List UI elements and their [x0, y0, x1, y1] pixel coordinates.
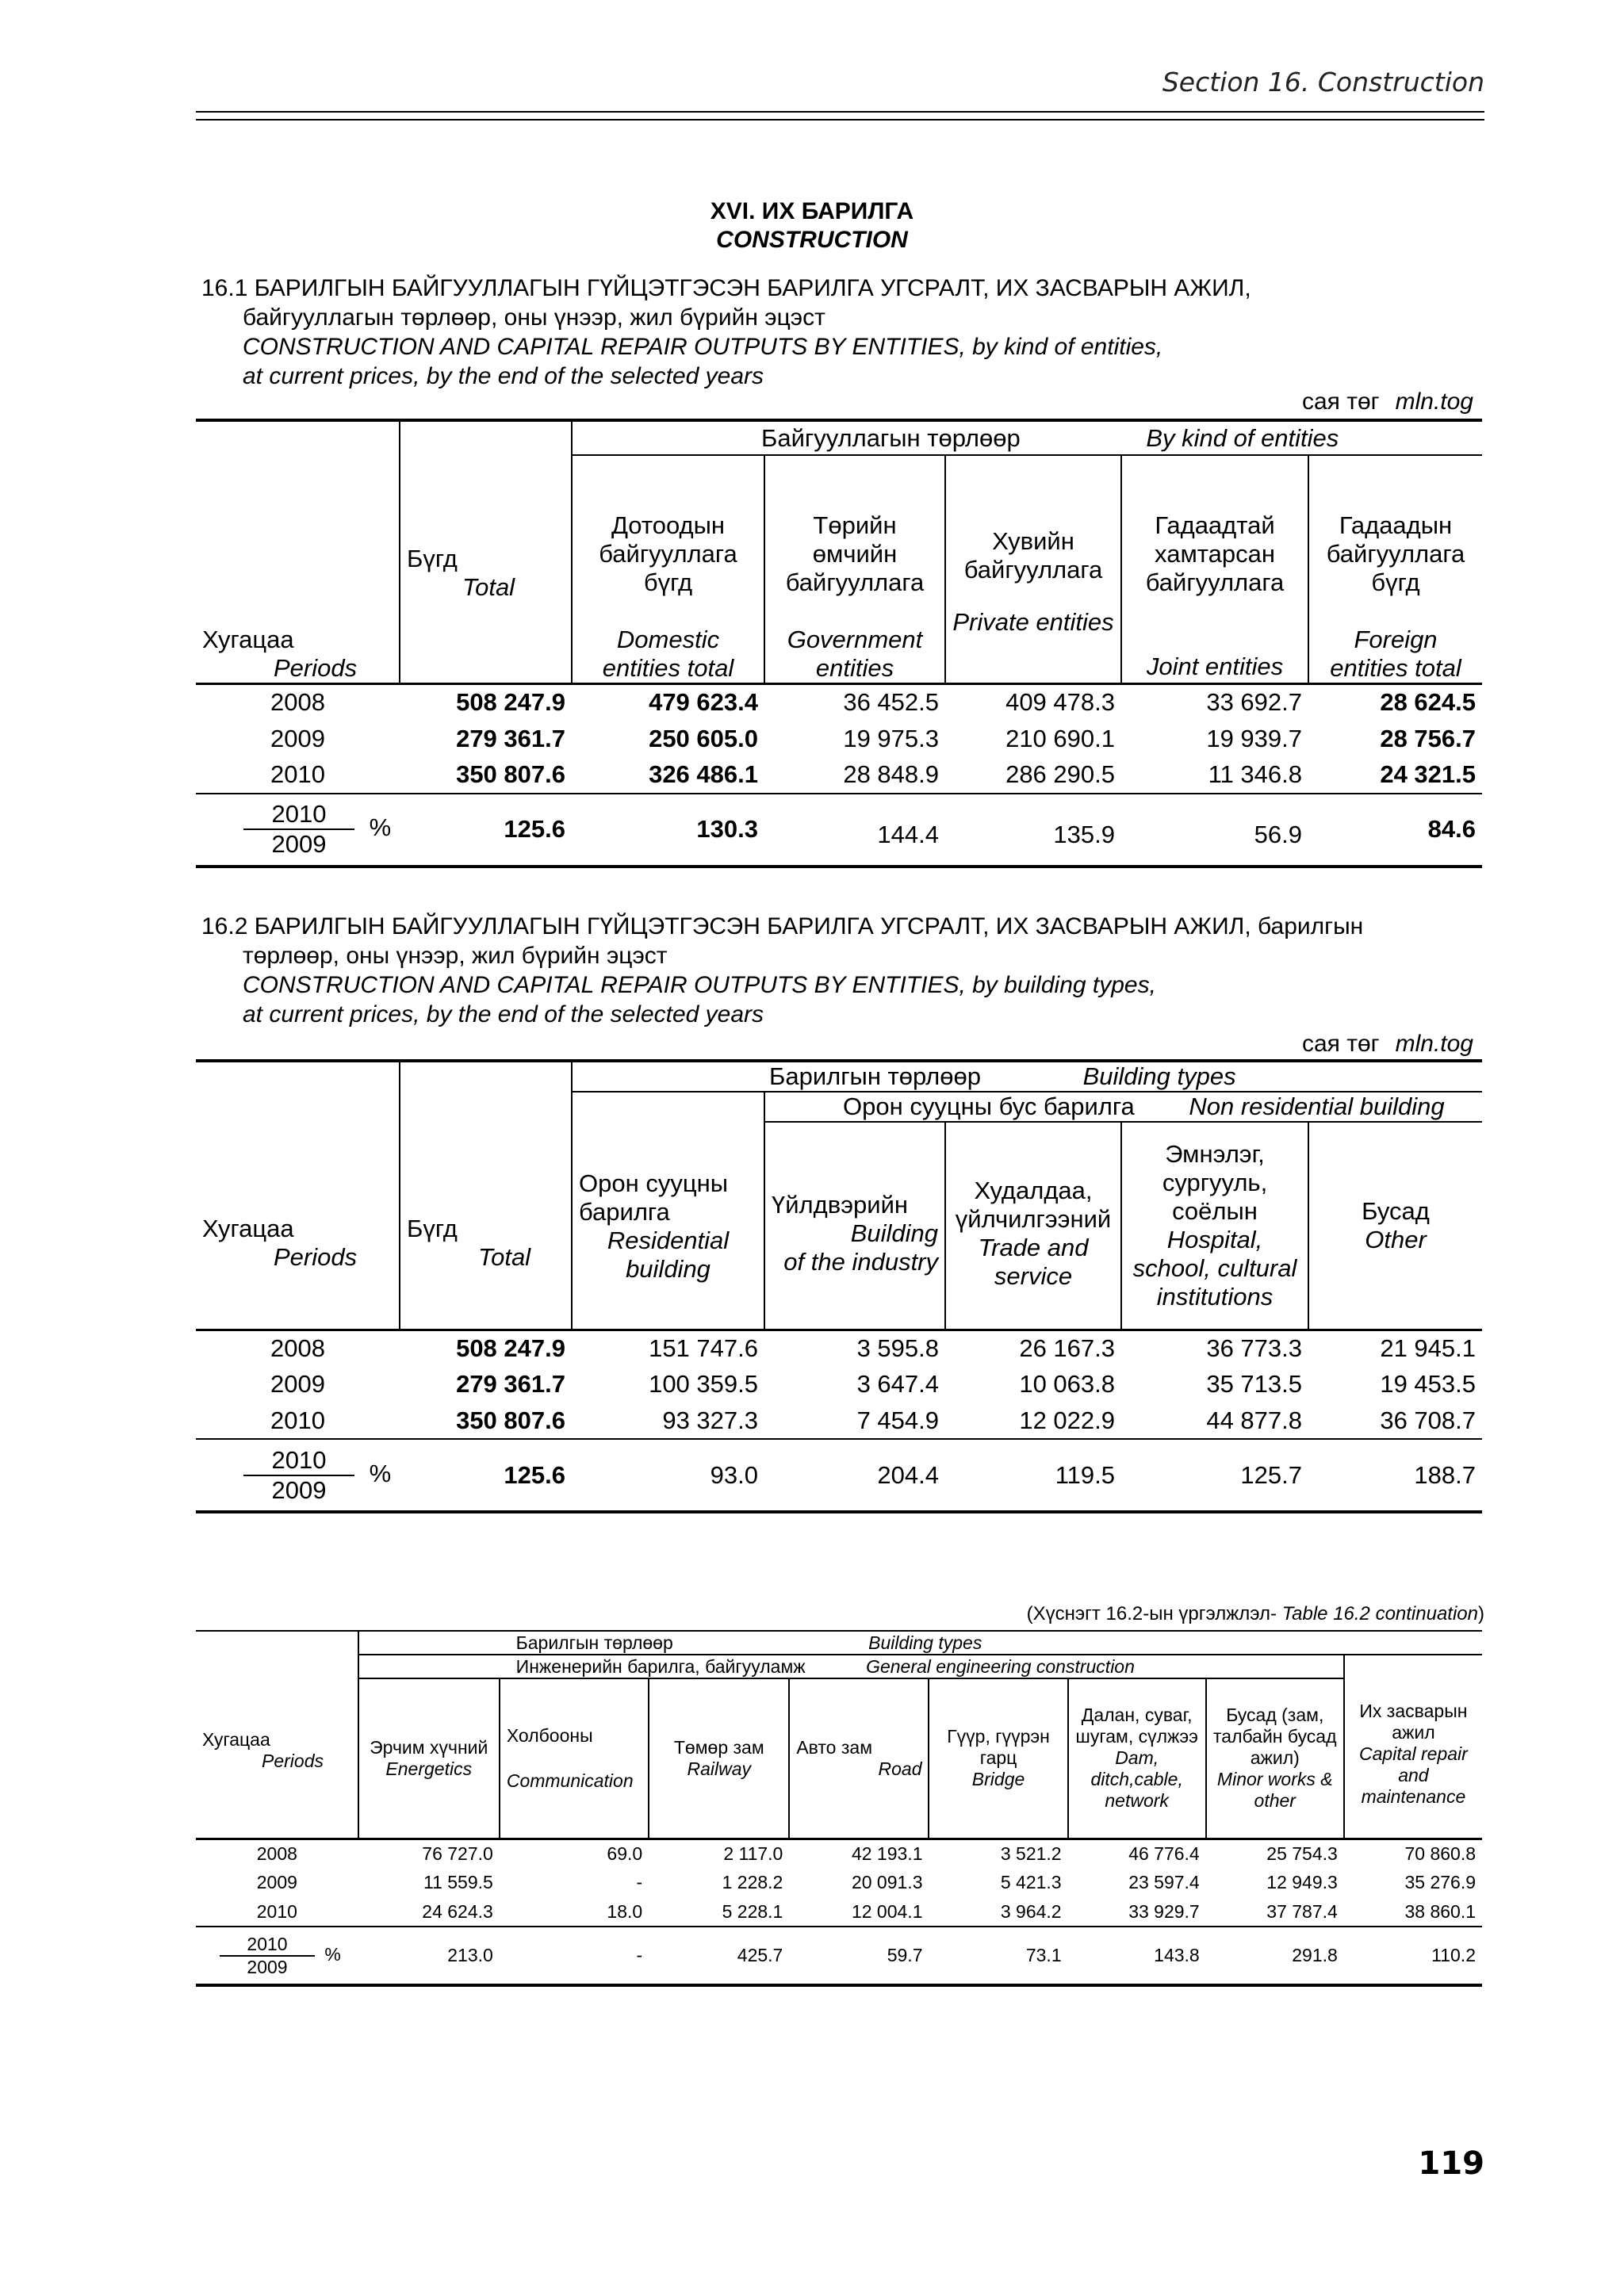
table1-ratio-private: 135.9	[1053, 821, 1115, 848]
table3-comm-en: Communication	[506, 1770, 634, 1791]
table1-domestic-cell: 250 605.0	[649, 724, 758, 752]
table1-year: 2010	[270, 760, 325, 788]
table1-gov-mn: Төрийн өмчийн байгууллага	[785, 511, 925, 596]
table1-group-en: By kind of entities	[1146, 423, 1339, 452]
table-row	[196, 684, 1482, 721]
table1-period-en: Periods	[274, 654, 358, 682]
table-row	[196, 1330, 1482, 1366]
table1-ratio-num: 2010	[243, 800, 354, 830]
table2-unit-mn: сая төг	[1301, 1031, 1380, 1057]
table2-period-en: Periods	[274, 1242, 358, 1271]
table2-industry-en1: Building	[850, 1219, 938, 1247]
table3-group-en: Building types	[868, 1632, 982, 1653]
table3-road-mn: Авто зам	[796, 1736, 873, 1758]
table1-ratio-label	[196, 794, 400, 867]
table3-road-cell: 42 193.1	[789, 1839, 929, 1868]
table2-trade-en: Trade and service	[978, 1233, 1089, 1290]
table3-energ-cell: 76 727.0	[358, 1839, 500, 1868]
table2-ratio-den: 2009	[271, 1475, 327, 1504]
table3-subgroup-en: General engineering construction	[866, 1655, 1135, 1677]
table2-total-en: Total	[478, 1242, 531, 1271]
table1-private-mn: Хувийн байгууллага	[963, 527, 1103, 584]
table3-bridge-cell: 3 964.2	[1000, 1900, 1062, 1922]
table3-ratio-num: 2010	[220, 1934, 315, 1957]
table2-industry-header	[764, 1122, 945, 1330]
table3-energ-en: Energetics	[385, 1758, 473, 1779]
table3-comm-mn: Холбооны	[506, 1724, 593, 1746]
table1-ratio-pct: %	[369, 813, 392, 842]
table3-minor-header	[1206, 1678, 1344, 1839]
table3-continuation-en: Table 16.2 continuation	[1281, 1603, 1478, 1624]
table1-ratio-row	[196, 794, 1482, 867]
table3-repair-header	[1344, 1655, 1482, 1839]
table1-group-row	[196, 420, 1482, 455]
table1-joint-cell: 19 939.7	[1206, 724, 1302, 752]
table1-domestic-cell: 326 486.1	[649, 760, 758, 788]
table2-industry-cell: 3 595.8	[764, 1330, 945, 1366]
table1-gov-en: Government entities	[787, 626, 923, 682]
table2-ratio-trade: 119.5	[1055, 1460, 1115, 1489]
table3-group-row	[196, 1631, 1482, 1655]
table3-ratio-fraction	[220, 1934, 315, 1978]
table2-caption-line1: 16.2 БАРИЛГЫН БАЙГУУЛЛАГЫН ГҮЙЦЭТГЭСЭН БАРИЛГА УГСРАЛТ, ИХ ЗАСВАРЫН АЖИЛ, барилгын	[201, 913, 1364, 939]
table2-industry-en2: of the industry	[783, 1247, 938, 1276]
table1-total-header	[400, 420, 572, 684]
table3-rail-cell: 5 228.1	[722, 1900, 783, 1922]
table2-industry-mn: Үйлдвэрийн	[772, 1190, 909, 1219]
table3-comm-header	[500, 1678, 649, 1839]
table3-ratio-energ: 213.0	[447, 1945, 493, 1965]
table3-repair-cell: 35 276.9	[1404, 1872, 1476, 1892]
table2-period-header	[196, 1061, 400, 1330]
table-row	[196, 1839, 1482, 1868]
table3-dam-cell: 46 776.4	[1068, 1839, 1206, 1868]
table3-period-header	[196, 1631, 358, 1839]
table2-trade-header	[945, 1122, 1121, 1330]
table3-year: 2009	[256, 1872, 297, 1892]
table2-ratio-industry: 204.4	[877, 1460, 939, 1489]
table3-repair-cell: 38 860.1	[1404, 1900, 1476, 1922]
table3-bridge-cell: 3 521.2	[929, 1839, 1067, 1868]
table1-unit	[1302, 388, 1473, 415]
table2-hosp-en: Hospital, school, cultural institutions	[1132, 1225, 1297, 1311]
table3-year: 2008	[196, 1839, 358, 1868]
table3-rail-cell: 1 228.2	[722, 1872, 783, 1892]
table2-other-cell: 36 708.7	[1380, 1406, 1476, 1434]
table2-industry-cell: 7 454.9	[856, 1406, 939, 1434]
table1-joint-cell: 33 692.7	[1121, 684, 1308, 721]
table1-domestic-header	[572, 455, 764, 684]
table1-joint-en: Joint entities	[1146, 652, 1284, 680]
table1-domestic-en: Domestic entities total	[602, 626, 734, 682]
table2-other-cell: 19 453.5	[1380, 1370, 1476, 1398]
table1-ratio-den: 2009	[271, 830, 327, 858]
table3-minor-mn: Бусад (зам, талбайн бусад ажил)	[1213, 1705, 1337, 1769]
table1-total-mn: Бүгд	[407, 545, 458, 572]
table2-caption-line3: CONSTRUCTION AND CAPITAL REPAIR OUTPUTS BY ENTITIES, by building types,	[243, 972, 1156, 998]
table1-gov-cell: 28 848.9	[843, 760, 939, 788]
table1-caption	[201, 274, 1251, 391]
table3-repair-mn: Их засварын ажил	[1359, 1701, 1468, 1743]
table2-hosp-cell: 44 877.8	[1206, 1406, 1302, 1434]
table2-total-cell: 508 247.9	[400, 1330, 572, 1366]
table3-ratio-bridge: 73.1	[1025, 1945, 1062, 1965]
table3-period-en: Periods	[262, 1750, 324, 1771]
table3-ratio-dam: 143.8	[1154, 1945, 1200, 1965]
table3-minor-cell: 25 754.3	[1206, 1839, 1344, 1868]
table1-total-en: Total	[462, 573, 515, 601]
table3	[196, 1630, 1482, 1987]
table3-ratio-pct: %	[324, 1943, 341, 1965]
table3-comm-cell: 18.0	[607, 1900, 643, 1922]
table2-resid-cell: 151 747.6	[572, 1330, 764, 1366]
table3-ratio-row	[196, 1927, 1482, 1985]
table1-caption-line4: at current prices, by the end of the selected years	[243, 363, 764, 389]
table3-energ-header	[358, 1678, 500, 1839]
table2-subgroup-header	[764, 1092, 1482, 1122]
table3-dam-cell: 23 597.4	[1128, 1872, 1200, 1892]
table2-industry-cell: 3 647.4	[856, 1370, 939, 1398]
table2-trade-cell: 26 167.3	[945, 1330, 1121, 1366]
table2-subgroup-en: Non residential building	[1189, 1093, 1445, 1120]
table1-total-cell: 350 807.6	[456, 760, 565, 788]
table2-unit-en: mln.tog	[1395, 1031, 1473, 1057]
table3-dam-cell: 33 929.7	[1128, 1900, 1200, 1922]
table-row	[196, 1402, 1482, 1439]
table1-ratio-fraction	[243, 800, 354, 859]
table3-continuation-close: )	[1478, 1603, 1484, 1624]
table1-period-header	[196, 420, 400, 684]
table3-road-en: Road	[878, 1758, 922, 1779]
table2-group-mn: Барилгын төрлөөр	[769, 1062, 981, 1090]
table1-unit-mn: сая төг	[1301, 388, 1380, 415]
table3-repair-cell: 70 860.8	[1344, 1839, 1482, 1868]
table3-minor-en: Minor works & other	[1216, 1769, 1333, 1812]
table3-energ-cell: 11 559.5	[423, 1872, 493, 1892]
table1	[196, 419, 1482, 868]
table2-hosp-cell: 35 713.5	[1206, 1370, 1302, 1398]
table3-minor-cell: 37 787.4	[1266, 1900, 1338, 1922]
table1-period-mn: Хугацаа	[202, 626, 294, 653]
header-rule-top	[196, 111, 1484, 113]
table2-ratio-hosp: 125.7	[1240, 1460, 1302, 1489]
table1-private-en: Private entities	[952, 608, 1114, 636]
table3-comm-cell: -	[636, 1872, 643, 1892]
table3-rail-cell: 2 117.0	[649, 1839, 789, 1868]
table3-year: 2010	[256, 1900, 297, 1922]
table1-private-header	[945, 455, 1121, 684]
table2-trade-cell: 10 063.8	[1019, 1370, 1115, 1398]
table3-ratio-repair: 110.2	[1431, 1945, 1476, 1965]
table3-continuation-note	[1027, 1603, 1484, 1625]
table1-ratio-domestic: 130.3	[696, 815, 758, 843]
table1-foreign-mn: Гадаадын байгууллага бүгд	[1326, 511, 1465, 596]
table3-dam-mn: Далан, суваг, шугам, сүлжээ	[1075, 1705, 1198, 1747]
table2-caption	[201, 912, 1363, 1029]
table2-caption-line4: at current prices, by the end of the selected years	[243, 1001, 764, 1027]
table2-ratio-resid: 93.0	[710, 1460, 758, 1489]
table3-dam-header	[1068, 1678, 1206, 1839]
table1-gov-header	[764, 455, 945, 684]
table2-subgroup-mn: Орон сууцны бус барилга	[843, 1093, 1135, 1120]
table2-other-en: Other	[1365, 1225, 1427, 1253]
table3-rail-mn: Төмөр зам	[673, 1736, 764, 1758]
table2-hosp-mn: Эмнэлэг, сургууль, соёлын	[1162, 1139, 1268, 1225]
table3-rail-en: Railway	[687, 1758, 752, 1779]
table2-ratio-pct: %	[369, 1459, 392, 1487]
table2-other-mn: Бусад	[1362, 1196, 1430, 1225]
table1-foreign-en: Foreign entities total	[1330, 626, 1461, 682]
table3-energ-cell: 24 624.3	[422, 1900, 493, 1922]
table1-caption-line3: CONSTRUCTION AND CAPITAL REPAIR OUTPUTS BY ENTITIES, by kind of entities,	[243, 334, 1163, 360]
table2-ratio-total: 125.6	[504, 1460, 565, 1489]
table1-gov-cell: 19 975.3	[843, 724, 939, 752]
table2-ratio-fraction	[243, 1446, 354, 1505]
table3-repair-en: Capital repair and maintenance	[1359, 1743, 1468, 1808]
table1-ratio-joint: 56.9	[1254, 821, 1302, 848]
table3-comm-cell: 69.0	[500, 1839, 649, 1868]
table1-group-mn: Байгууллагын төрлөөр	[761, 423, 1021, 452]
table2-resid-header	[572, 1092, 764, 1330]
table1-joint-mn: Гадаадтай хамтарсан байгууллага	[1145, 511, 1285, 596]
table1-domestic-mn: Дотоодын байгууллага бүгд	[599, 511, 737, 596]
table2-resid-mn: Орон сууцны барилга	[579, 1169, 728, 1226]
table1-joint-cell: 11 346.8	[1208, 760, 1302, 788]
table1-total-cell: 508 247.9	[400, 684, 572, 721]
table2-unit	[1302, 1031, 1473, 1058]
table2-other-cell: 21 945.1	[1308, 1330, 1482, 1366]
table2-caption-line2: төрлөөр, оны үнээр, жил бүрийн эцэст	[243, 943, 668, 969]
table2-year: 2010	[270, 1406, 325, 1434]
table1-year: 2008	[196, 684, 400, 721]
table2-trade-mn: Худалдаа, үйлчилгээний	[955, 1176, 1112, 1233]
table3-ratio-minor: 291.8	[1292, 1945, 1338, 1965]
table1-foreign-header	[1308, 455, 1482, 684]
table2-group-en: Building types	[1082, 1062, 1236, 1090]
table1-domestic-cell: 479 623.4	[572, 684, 764, 721]
chapter-title-en: CONSTRUCTION	[716, 227, 908, 253]
table1-private-cell: 409 478.3	[945, 684, 1121, 721]
table3-road-cell: 20 091.3	[851, 1872, 923, 1892]
table3-rail-header	[649, 1678, 789, 1839]
table2-group-row	[196, 1061, 1482, 1092]
table2-ratio-num: 2010	[243, 1446, 354, 1476]
table3-subgroup-header	[358, 1655, 1344, 1678]
table3-continuation-mn: (Хүснэгт 16.2-ын үргэлжлэл-	[1026, 1603, 1277, 1624]
table3-bridge-mn: Гүүр, гүүрэн гарц	[947, 1726, 1050, 1769]
table3-ratio-label	[196, 1927, 358, 1985]
page-number: 119	[1418, 2145, 1484, 2182]
table3-bridge-en: Bridge	[971, 1769, 1025, 1790]
table2-total-header	[400, 1061, 572, 1330]
table1-gov-cell: 36 452.5	[764, 684, 945, 721]
table1-private-cell: 210 690.1	[1005, 724, 1115, 752]
table1-foreign-cell: 28 624.5	[1308, 684, 1482, 721]
table3-minor-cell: 12 949.3	[1266, 1872, 1338, 1892]
header-rule-bottom	[196, 119, 1484, 121]
table3-subgroup-row	[196, 1655, 1482, 1678]
table3-road-cell: 12 004.1	[851, 1900, 923, 1922]
table3-group-header	[358, 1631, 1482, 1655]
chapter-title-mn: XVI. ИХ БАРИЛГА	[710, 198, 914, 224]
table3-road-header	[789, 1678, 929, 1839]
table2-hosp-cell: 36 773.3	[1121, 1330, 1308, 1366]
table2-year: 2009	[270, 1370, 325, 1398]
table3-ratio-comm: -	[636, 1945, 643, 1965]
table2	[196, 1059, 1482, 1513]
table-row	[196, 1366, 1482, 1402]
table2-total-cell: 279 361.7	[456, 1370, 565, 1398]
section-header: Section 16. Construction	[1162, 67, 1484, 98]
table2-period-mn: Хугацаа	[202, 1214, 294, 1242]
table2-hosp-header	[1121, 1122, 1308, 1330]
table2-resid-en: Residential building	[607, 1226, 730, 1283]
table2-total-mn: Бүгд	[407, 1214, 458, 1242]
table3-ratio-road: 59.7	[887, 1945, 923, 1965]
table2-ratio-row	[196, 1439, 1482, 1512]
table3-energ-mn: Эрчим хүчний	[370, 1736, 488, 1758]
table-row	[196, 721, 1482, 757]
table3-period-mn: Хугацаа	[202, 1728, 270, 1750]
table3-ratio-den: 2009	[247, 1956, 288, 1977]
table1-year: 2009	[270, 724, 325, 752]
table1-ratio-gov: 144.4	[877, 821, 939, 848]
table3-subgroup-mn: Инженерийн барилга, байгууламж	[515, 1655, 806, 1677]
table3-group-mn: Барилгын төрлөөр	[515, 1632, 673, 1653]
table-row	[196, 757, 1482, 794]
table3-dam-en: Dam, ditch,cable, network	[1090, 1747, 1183, 1812]
table2-resid-cell: 100 359.5	[649, 1370, 758, 1398]
table3-ratio-rail: 425.7	[737, 1945, 783, 1965]
table1-private-cell: 286 290.5	[1005, 760, 1115, 788]
table3-header-row	[196, 1678, 1482, 1839]
table1-ratio-total: 125.6	[504, 815, 565, 843]
table1-caption-line2: байгууллагын төрлөөр, оны үнээр, жил бүрийн эцэст	[243, 304, 825, 331]
table1-joint-header	[1121, 455, 1308, 684]
table2-group-header	[572, 1061, 1482, 1092]
table2-other-header	[1308, 1122, 1482, 1330]
table2-ratio-other: 188.7	[1414, 1460, 1476, 1489]
table2-total-cell: 350 807.6	[456, 1406, 565, 1434]
table1-group-header	[572, 420, 1482, 455]
table2-year: 2008	[196, 1330, 400, 1366]
table1-ratio-foreign: 84.6	[1427, 815, 1476, 843]
table2-resid-cell: 93 327.3	[662, 1406, 758, 1434]
table1-foreign-cell: 28 756.7	[1380, 724, 1476, 752]
table3-bridge-header	[929, 1678, 1067, 1839]
table1-foreign-cell: 24 321.5	[1380, 760, 1476, 788]
table1-total-cell: 279 361.7	[456, 724, 565, 752]
table1-caption-line1: 16.1 БАРИЛГЫН БАЙГУУЛЛАГЫН ГҮЙЦЭТГЭСЭН БАРИЛГА УГСРАЛТ, ИХ ЗАСВАРЫН АЖИЛ,	[201, 275, 1251, 301]
table1-unit-en: mln.tog	[1395, 388, 1473, 415]
table2-ratio-label	[196, 1439, 400, 1512]
table-row	[196, 1868, 1482, 1897]
table3-bridge-cell: 5 421.3	[1000, 1872, 1062, 1892]
table-row	[196, 1897, 1482, 1927]
table2-trade-cell: 12 022.9	[1019, 1406, 1115, 1434]
